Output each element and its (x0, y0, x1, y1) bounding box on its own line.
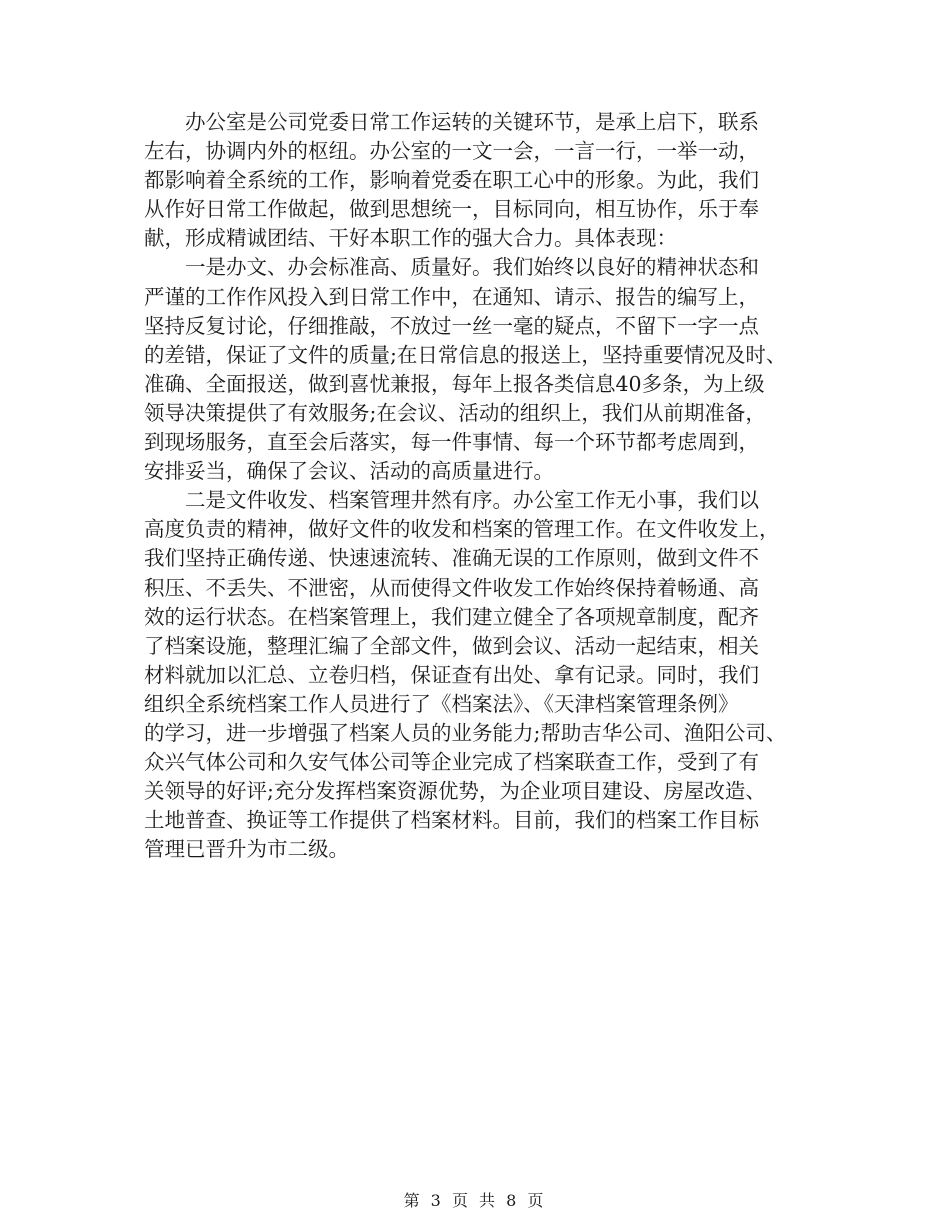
text-line: 献，形成精诚团结、干好本职工作的强大合力。具体表现： (144, 226, 677, 251)
text-line: 积压、不丢失、不泄密，从而使得文件收发工作始终保持着畅通、高 (144, 575, 759, 600)
text-line: 管理已晋升为市二级。 (144, 837, 349, 862)
text-line: 的学习，进一步增强了档案人员的业务能力;帮助吉华公司、渔阳公司、 (144, 720, 787, 745)
text-line: 二是文件收发、档案管理井然有序。办公室工作无小事，我们以 (144, 488, 759, 513)
text-line: 安排妥当，确保了会议、活动的高质量进行。 (144, 459, 554, 484)
text-line: 办公室是公司党委日常工作运转的关键环节，是承上启下，联系 (144, 110, 759, 134)
text-line: 都影响着全系统的工作，影响着党委在职工心中的形象。为此，我们 (144, 168, 759, 193)
text-line: 左右，协调内外的枢纽。办公室的一文一会，一言一行，一举一动， (144, 139, 759, 164)
text-line: 领导决策提供了有效服务;在会议、活动的组织上，我们从前期准备， (144, 400, 766, 425)
text-line: 坚持反复讨论，仔细推敲，不放过一丝一毫的疑点，不留下一字一点 (144, 313, 759, 338)
text-line: 组织全系统档案工作人员进行了《档案法》、《天津档案管理条例》 (144, 691, 739, 716)
text-line: 效的运行状态。在档案管理上，我们建立健全了各项规章制度，配齐 (144, 604, 759, 629)
page-number-footer: 第 3 页 共 8 页 (403, 1191, 547, 1210)
text-line: 土地普查、换证等工作提供了档案材料。目前，我们的档案工作目标 (144, 808, 759, 833)
text-line: 的差错，保证了文件的质量;在日常信息的报送上，坚持重要情况及时、 (144, 342, 787, 367)
text-line: 一是办文、办会标准高、质量好。我们始终以良好的精神状态和 (144, 255, 759, 280)
text-line: 准确、全面报送，做到喜忧兼报，每年上报各类信息40多条，为上级 (144, 371, 765, 396)
text-line: 关领导的好评;充分发挥档案资源优势，为企业项目建设、房屋改造、 (144, 779, 766, 804)
text-line: 到现场服务，直至会后落实，每一件事情、每一个环节都考虑周到， (144, 430, 759, 455)
text-line: 高度负责的精神，做好文件的收发和档案的管理工作。在文件收发上， (144, 517, 780, 542)
text-line: 我们坚持正确传递、快速速流转、准确无误的工作原则，做到文件不 (144, 546, 759, 571)
text-line: 材料就加以汇总、立卷归档，保证查有出处、拿有记录。同时，我们 (144, 662, 759, 687)
text-line: 众兴气体公司和久安气体公司等企业完成了档案联查工作，受到了有 (144, 750, 759, 775)
text-line: 了档案设施，整理汇编了全部文件，做到会议、活动一起结束，相关 (144, 633, 759, 658)
body-text (144, 108, 824, 864)
text-line: 从作好日常工作做起，做到思想统一，目标同向，相互协作，乐于奉 (144, 197, 759, 222)
text-line: 严谨的工作作风投入到日常工作中，在通知、请示、报告的编写上， (144, 284, 759, 309)
